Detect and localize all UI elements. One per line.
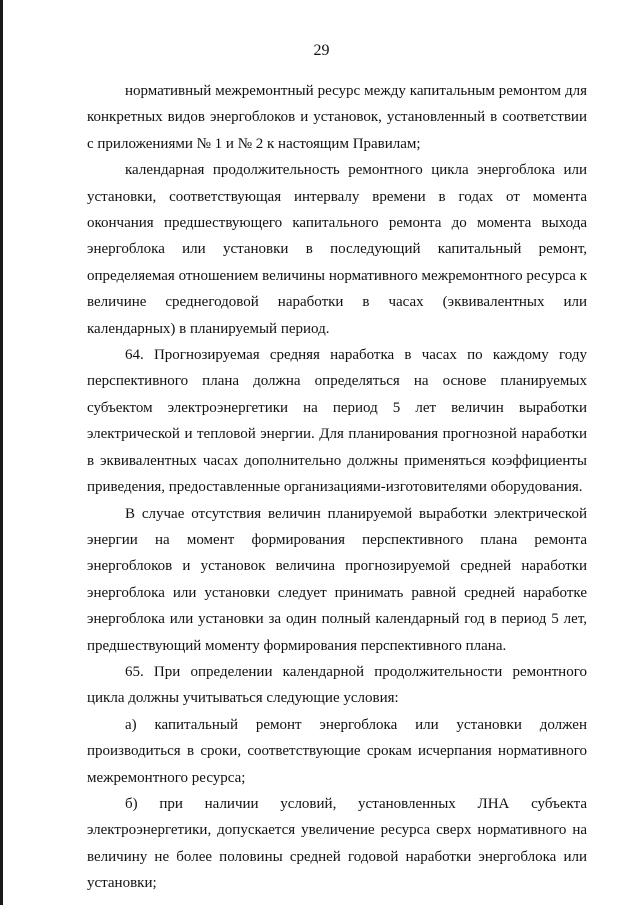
paragraph-65-a: а) капитальный ремонт энергоблока или установки должен производиться в сроки, соответствующие срокам исчерпания нормативного межремонтного ресурса;: [87, 716, 587, 786]
paragraph-normative-resource: нормативный межремонтный ресурс между капитальным ремонтом для конкретных видов энергоблоков и установок, установленный в соответствии с приложениями № 1 и № 2 к настоящим Правилам;: [87, 83, 587, 152]
paragraph-calendar-duration: календарная продолжительность ремонтного цикла энергоблока или установки, соответствующая интервалу времени в годах от момента окончания предшествующего капитального ремонта до момента выхода энергоблока или установки в последующий капитальный ремонт, определяемая отношением величины нормативного межремонтного ресурса к величине среднегодовой наработки в часах (эквивалентных или календарных) в планируемый период.: [87, 162, 587, 337]
paragraph-65-b: б) при наличии условий, установленных ЛНА субъекта электроэнергетики, допускается увеличение ресурса сверх нормативного на величину не более половины средней годовой наработки энергоблока или установки;: [87, 795, 587, 892]
page-number: 29: [313, 42, 330, 59]
paragraph-absence-case: В случае отсутствия величин планируемой выработки электрической энергии на момент формирования перспективного плана ремонта энергоблоков и установок величина прогнозируемой средней наработки энергоблока или установки следует принимать равной средней наработке энергоблока или установки за один полный календарный год в период 5 лет, предшествующий моменту формирования перспективного плана.: [87, 505, 587, 654]
paragraph-64: 64. Прогнозируемая средняя наработка в часах по каждому году перспективного плана должна определяться на основе планируемых субъектом электроэнергетики на период 5 лет величин выработки электрической и тепловой энергии. Для планирования прогнозной наработки в эквивалентных часах дополнительно должны применяться коэффициенты приведения, предоставленные организациями-изготовителями оборудования.: [87, 347, 587, 496]
document-body: [87, 78, 587, 897]
paragraph-65: 65. При определении календарной продолжительности ремонтного цикла должны учитываться следующие условия:: [87, 663, 587, 707]
